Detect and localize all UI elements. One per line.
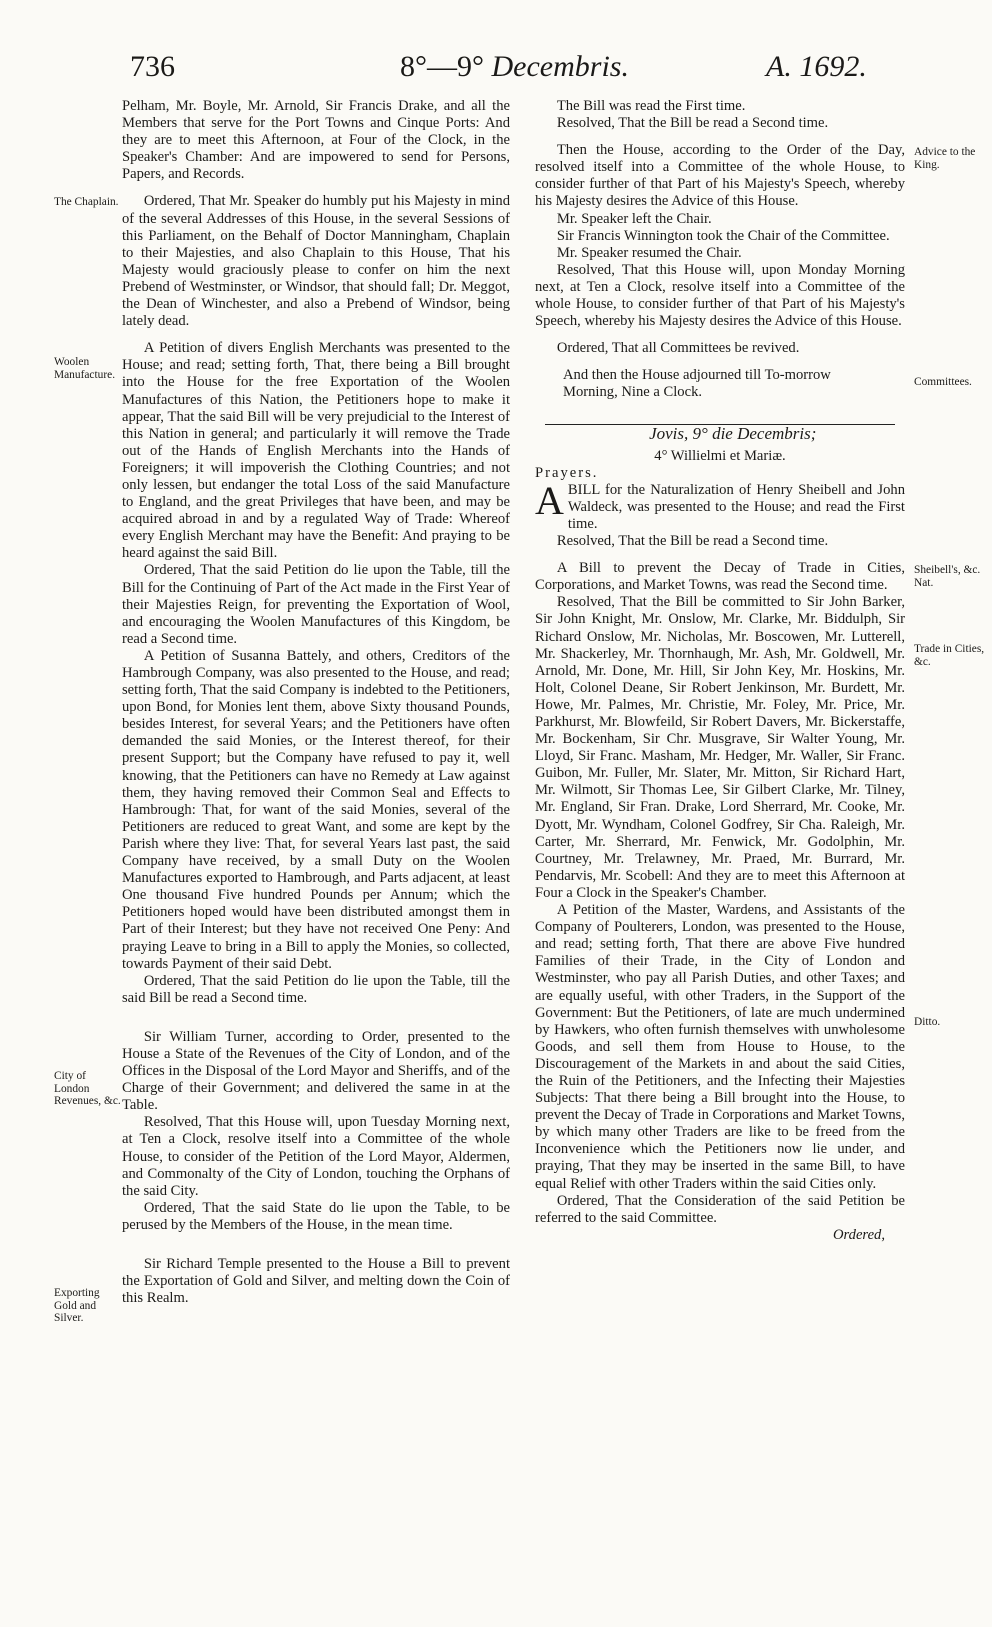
paragraph: A Petition of Susanna Battely, and others, Creditors of the Hambrough Company, was also presented to the House, and read; setting forth, That the said Company is indebted to the Petitioners, upon Bond, for Monies lent them, above Sixty thousand Pounds, besides Interest, for several Years; and the Petitioners have often demanded the said Monies, or the Interest thereof, for their present Support; but the Company have refused to pay it, well knowing, that the Petitioners can have no Remedy at Law against them, they having removed their Common Seal and Effects to Hambrough: That, for want of the said Monies, several of the Petitioners are reduced to great Want, and some are kept by the Parish where they live: That, for several Years last past, the said Company have received, by a small Duty on the Woolen Manufactures exported to Hambrough, and Parts adjacent, at least One thousand Five hundred Pounds per Annum; which the Petitioners hoped would have been distributed amongst them in Part of their Interest; but they have not received One Peny: And praying Leave to bring in a Bill to apply the Monies, so collected, towards Payment of their said Debt. — [122, 647, 510, 972]
catchword: Ordered, — [832, 1226, 885, 1243]
paragraph: Then the House, according to the Order of the Day, resolved itself into a Committee of the whole House, to consider further of that Part of his Majesty's Speech, whereby his Majesty desires the Advice of this House. — [535, 142, 905, 210]
header-year: A. 1692. — [766, 50, 867, 83]
regnal-year: 4° Willielmi et Mariæ. — [654, 447, 786, 464]
page-number: 736 — [130, 50, 175, 83]
page-header — [0, 50, 992, 96]
paragraph: Ordered, That Mr. Speaker do humbly put his Majesty in mind of the several Addresses of this House, in the several Sessions of this Parliament, on the Behalf of Doctor Manningham, Chaplain to their Majesties, and also Chaplain to this House, That his Majesty would graciously please to confer on him the next Prebend of Westminster, or Windsor, that should fall; Dr. Meggot, the Dean of Winchester, and also a Prebend of Windsor, being lately dead. — [122, 193, 510, 330]
margin-note-gold-silver: Exporting Gold and Silver. — [54, 1287, 100, 1325]
margin-note-committees: Committees. — [914, 376, 972, 388]
paragraph: Resolved, That the Bill be committed to Sir John Barker, Sir John Knight, Mr. Onslow, Mr. Clarke, Mr. Biddulph, Sir Richard Onslow, Mr. Nicholas, Mr. Boscowen, Mr. Lutterell, Mr. Shackerley, Mr. Thornhaugh, Mr. Ash, Mr. Goldwell, Mr. Arnold, Mr. Done, Mr. Hill, Sir John Key, Mr. Hoskins, Mr. Holt, Colonel Deane, Sir Robert Jenkinson, Mr. Burdett, Mr. Howe, Mr. Palmes, Mr. Christie, Mr. Foley, Mr. Price, Mr. Parkhurst, Mr. Blowfeild, Sir Robert Davers, Mr. Bickerstaffe, Mr. Bockenham, Sir Chr. Musgrave, Sir Walter Young, Mr. Lloyd, Sir Franc. Masham, Mr. Hedger, Mr. Waller, Sir Franc. Guibon, Mr. Fuller, Mr. Slater, Mr. Mitton, Sir Richard Hart, Mr. Wilmott, Sir Thomas Lee, Sir Gilbert Clarke, Mr. Tilney, Mr. England, Sir Fran. Drake, Lord Sherrard, Mr. Cooke, Mr. Dyott, Mr. Wyndham, Colonel Godfrey, Sir Cha. Raleigh, Mr. Carter, Mr. Sherrard, Mr. Fenwick, Mr. Godolphin, Mr. Courtney, Mr. Trelawney, Mr. Praed, Mr. Burrard, Mr. Pendarvis, Mr. Scobell: And they are to meet this Afternoon at Four a Clock in the Speaker's Chamber. — [535, 594, 905, 901]
paragraph: Pelham, Mr. Boyle, Mr. Arnold, Sir Francis Drake, and all the Members that serve for the Port Towns and Cinque Ports: And they are to meet this Afternoon, at Four of the Clock, in the Speaker's Chamber: And are impowered to send for Persons, Papers, and Records. — [122, 98, 510, 183]
prayers-heading: Prayers. — [535, 464, 599, 481]
left-column — [122, 98, 510, 1307]
margin-note-woolen: Woolen Manufacture. — [54, 356, 116, 381]
margin-note-ditto: Ditto. — [914, 1016, 941, 1028]
paragraph: Ordered, That the said State do lie upon the Table, to be perused by the Members of the House, in the mean time. — [122, 1199, 510, 1233]
paragraph: Sir Francis Winnington took the Chair of the Committee. — [556, 227, 890, 244]
margin-note-trade-cities: Trade in Cities, &c. — [914, 643, 985, 668]
header-date-month: Decembris. — [491, 50, 629, 83]
paragraph: Resolved, That this House will, upon Monday Morning next, at Ten a Clock, resolve itself into a Committee of the whole House, to consider further of that Part of his Majesty's Speech, whereby his Majesty desires the Advice of this House. — [535, 261, 905, 330]
paragraph: Mr. Speaker left the Chair. — [556, 210, 712, 227]
paragraph: Sir William Turner, according to Order, presented to the House a State of the Revenues of the City of London, and of the Offices in the Disposal of the Lord Mayor and Sheriffs, and of the Charge of their Government; and delivered the same in at the Table. — [122, 1028, 510, 1114]
paragraph-text: BILL for the Naturalization of Henry Sheibell and John Waldeck, was presented to the House; and read the First time. — [567, 481, 905, 532]
header-date-days: 8°—9° — [400, 50, 484, 83]
paragraph: The Bill was read the First time. — [556, 98, 746, 114]
paragraph: Mr. Speaker resumed the Chair. — [556, 244, 742, 261]
paragraph: A Petition of the Master, Wardens, and Assistants of the Company of Poulterers, London, was presented to the House, and read; setting forth, That there are above Five hundred Families of their Trade, in the City of London and Westminster, who pay all Parish Duties, and other Taxes; and are equally useful, with other Traders, in the Support of the Government: But the Petitioners, of late are much undermined by Hawkers, who often furnish themselves with unwholesome Goods, and sell them from House to House, to the Discouragement of the Markets in and about the said Cities, the Ruin of the Petitioners, and the Infecting their Majesties Subjects: That there being a Bill brought into the House, to prevent the Decay of Trade in Corporations and Market Towns, by which many other Traders are like to be freed from the Inconvenience which the Petitioners now lie under, and praying, That they may be inserted in the same Bill, to have equal Relief with other Traders within the said Cities only. — [535, 902, 905, 1192]
paragraph: Ordered, That all Committees be revived. — [556, 340, 800, 357]
header-date — [400, 50, 629, 84]
paragraph: Resolved, That the Bill be read a Second time. — [556, 115, 829, 132]
day-heading: Jovis, 9° die Decembris; — [649, 423, 817, 443]
right-column — [535, 98, 905, 1244]
paragraph: Resolved, That the Bill be read a Second time. — [556, 533, 829, 550]
margin-note-advice: Advice to the King. — [914, 146, 976, 171]
margin-note-chaplain: The Chaplain. — [54, 196, 119, 208]
margin-note-sheibell: Sheibell's, &c. Nat. — [914, 564, 981, 589]
paragraph: Resolved, That this House will, upon Tuesday Morning next, at Ten a Clock, resolve itself into a Committee of the whole House, to consider of the Petition of the Lord Mayor, Aldermen, and Commonalty of the City of London, touching the Orphans of the said City. — [122, 1114, 510, 1199]
paragraph: A Bill to prevent the Decay of Trade in Cities, Corporations, and Market Towns, was read the Second time. — [535, 560, 905, 594]
paragraph: Ordered, That the said Petition do lie upon the Table, till the said Bill be read a Second time. — [122, 972, 510, 1006]
paragraph: A Petition of divers English Merchants was presented to the House; and read; setting forth, That, there being a Bill brought into the House for the free Exportation of the Woolen Manufactures of this Nation, the Petitioners hope to make it appear, That the said Bill will be very prejudicial to the Interest of this Nation in general; and particularly it will remove the Trade out of the Hands of English Merchants into the Hands of Foreigners; it will impoverish the Clothing Countries; and not only lessen, but endanger the total Loss of the said Manufacture to England, and the great Privileges that have been, and may be acquired abroad in and by a regulated Way of Trade: Whereof every English Merchant may have the Benefit: And praying to be heard against the said Bill. — [122, 340, 510, 562]
paragraph: Ordered, That the Consideration of the said Petition be referred to the said Committee. — [535, 1192, 905, 1226]
paragraph — [535, 477, 905, 533]
margin-note-city-revenues: City of London Revenues, &c. — [54, 1070, 121, 1108]
drop-cap: A — [535, 477, 564, 523]
paragraph: Sir Richard Temple presented to the House a Bill to prevent the Exportation of Gold and Silver, and melting down the Coin of this Realm. — [122, 1256, 510, 1307]
paragraph: Ordered, That the said Petition do lie upon the Table, till the Bill for the Continuing of Part of the Act made in the First Year of their Majesties Reign, for preventing the Exportation of Wool, and encouraging the Woolen Manufactures of this Kingdom, be read a Second time. — [122, 562, 510, 647]
paragraph: And then the House adjourned till To-morrow Morning, Nine a Clock. — [563, 367, 831, 401]
